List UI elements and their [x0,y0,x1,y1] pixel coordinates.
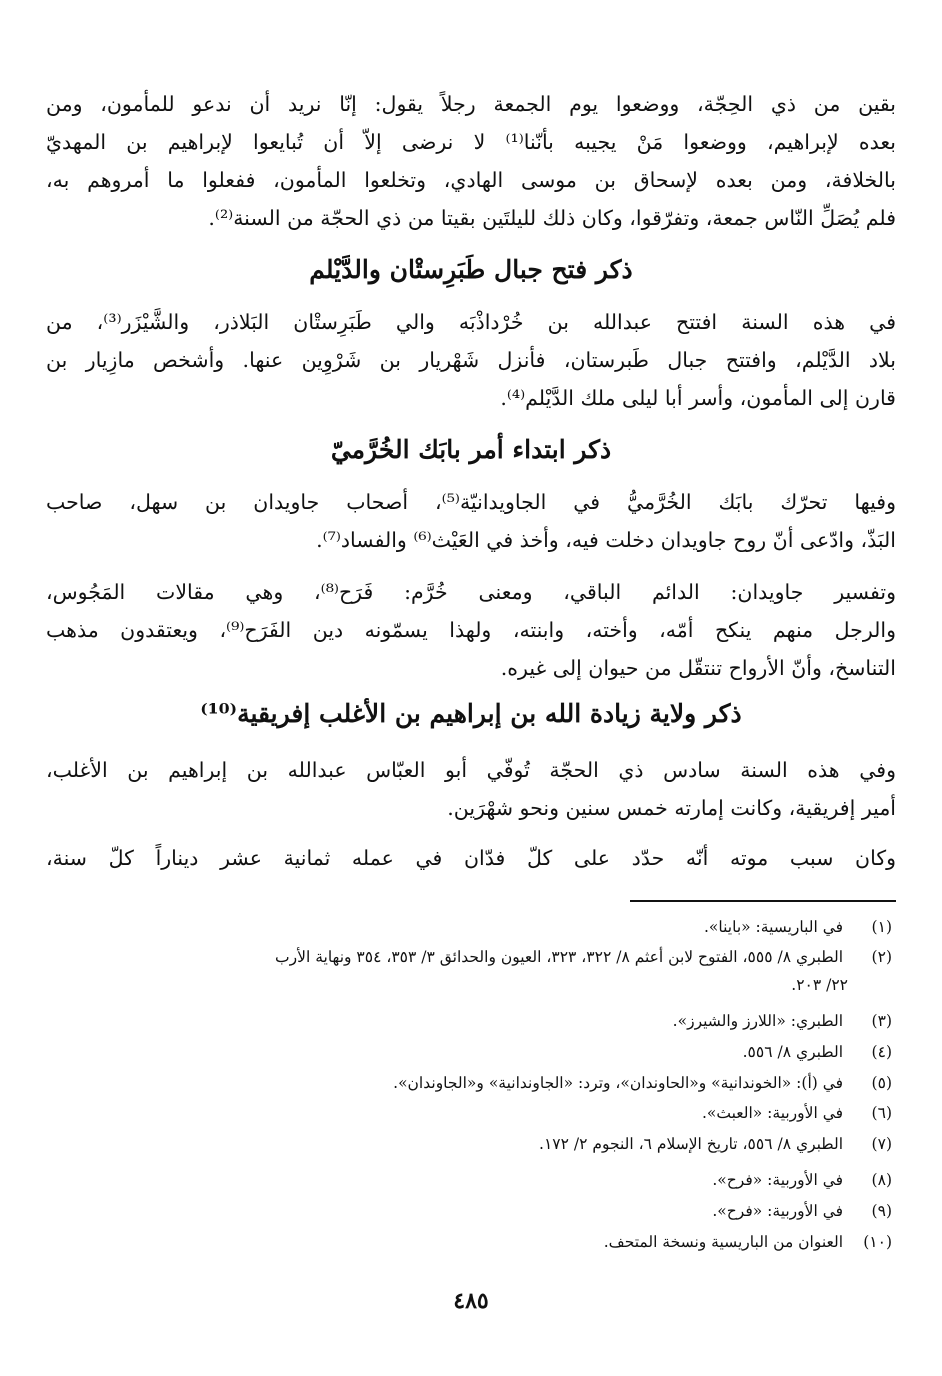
footnote-number: (١) [871,918,892,936]
body-line: بقين من ذي الحِجّة، ووضعوا يوم الجمعة رجلاً يقول: إنّا نريد أن ندعو للمأمون، ومن [46,92,896,116]
footnote-5 [46,1068,892,1098]
footnote-number: (١٠) [863,1233,892,1251]
section-heading-ziyadat-allah: ذكر ولاية زيادة الله بن إبراهيم بن الأغلب إفريقية⁽¹⁰⁾ [200,699,742,728]
body-line: بعده لإبراهيم، ووضعوا مَنْ يجيبه بأنّنا⁽¹⁾ لا نرضى إلاّ أن تُبايعوا لإبراهيم بن المهديّ [46,130,896,154]
body-line: فلم يُصَلِّ النّاس جمعة، وتفرّقوا، وكان ذلك لليلتَين بقيتا من ذي الحجّة من السنة⁽²⁾. [208,206,896,230]
body-line: وفيها تحرّك بابَك الخُرَّميُّ في الجاويدانيّة⁽⁵⁾، أصحاب جاويدان بن سهل، صاحب [46,490,896,514]
footnote-7 [46,1129,892,1159]
page-number: ٤٨٥ [453,1288,489,1314]
body-line: البَذّ، وادّعى أنّ روح جاويدان دخلت فيه، وأخذ في العَيْث⁽⁶⁾ والفساد⁽⁷⁾. [316,528,896,552]
footnote-text: في الأوربية: «فرح». [712,1171,844,1189]
footnote-text: العنوان من الباريسية ونسخة المتحف. [603,1233,844,1251]
body-line: وتفسير جاويدان: الدائم الباقي، ومعنى خُرَّم: فَرَح⁽⁸⁾، وهي مقالات المَجُوس، [46,580,896,604]
section-heading-babak: ذكر ابتداء أمر بابَك الخُرَّميّ [330,435,612,464]
footnote-text: في الباريسية: «باينا». [703,918,844,936]
footnote-text: في الأوربية: «فرح». [712,1202,844,1220]
body-line: والرجل منهم ينكح أمّه، وأخته، وابنته، ولهذا يسمّونه دين الفَرَح⁽⁹⁾، ويعتقدون مذهب [46,618,896,642]
footnote-number: (٤) [871,1043,892,1061]
footnote-text: الطبري ٨/ ٥٥٥، الفتوح لابن أعثم ٨/ ٣٢٢، ٣٢٣، العيون والحدائق ٣/ ٣٥٣، ٣٥٤ ونهاية الأرب [275,948,844,966]
footnote-8 [46,1165,892,1195]
body-line: بالخلافة، ومن بعده لإسحاق بن موسى الهادي، وتخلعوا المأمون، ففعلوا ما أمروهم به، [46,168,896,192]
footnote-3 [46,1006,892,1036]
footnote-6 [46,1098,892,1128]
body-line: أمير إفريقية، وكانت إمارته خمس سنين ونحو شهْرَين. [447,796,896,820]
footnote-2-continuation: ٢٢/ ٢٠٣. [791,976,848,994]
footnote-text: الطبري ٨/ ٥٥٦. [742,1043,844,1061]
footnote-number: (٩) [871,1202,892,1220]
body-line: وفي هذه السنة سادس ذي الحجّة تُوفّي أبو العبّاس عبدالله بن إبراهيم بن الأغلب، [46,758,896,782]
footnote-1 [46,912,892,942]
footnote-text: الطبري: «اللارز والشيرز». [672,1012,844,1030]
body-line: وكان سبب موته أنّه حدّد على كلّ فدّان في عمله ثمانية عشر ديناراً كلّ سنة، [46,846,896,870]
body-line: في هذه السنة افتتح عبدالله بن خُرْداذْبَه والي طَبَرِستْان البَلاذر، والشَّيْزَر⁽³⁾، من [46,310,896,334]
footnote-separator [630,900,896,902]
body-line: قارن إلى المأمون، وأسر أبا ليلى ملك الدَّيْلم⁽⁴⁾. [500,386,896,410]
body-line: التناسخ، وأنّ الأرواح تنتقّل من حيوان إلى غيره. [500,656,896,680]
footnote-text: في (أ): «الخوندانية» و«الحاوندان»، وترد: «الجاوندانية» و«الجاوندان». [393,1074,844,1092]
footnote-4 [46,1037,892,1067]
section-heading-tabaristan: ذكر فتح جبال طَبَرِستْان والدَّيْلم [309,255,633,284]
footnote-text: في الأوربية: «العبث». [701,1104,844,1122]
footnote-number: (٥) [871,1074,892,1092]
footnote-2 [46,942,892,972]
footnote-number: (٦) [871,1104,892,1122]
footnote-number: (٣) [871,1012,892,1030]
body-line: بلاد الدَّيْلم، وافتتح جبال طَبرستان، فأنزل شَهْريار بن شَرْوِين عنها. وأشخص مازِيار بن [46,348,896,372]
footnote-text: الطبري ٨/ ٥٥٦، تاريخ الإسلام ٦، النجوم ٢/ ١٧٢. [539,1135,844,1153]
footnote-number: (٧) [871,1135,892,1153]
footnote-number: (٢) [871,948,892,966]
footnote-9 [46,1196,892,1226]
footnote-number: (٨) [871,1171,892,1189]
footnote-10 [46,1227,892,1257]
